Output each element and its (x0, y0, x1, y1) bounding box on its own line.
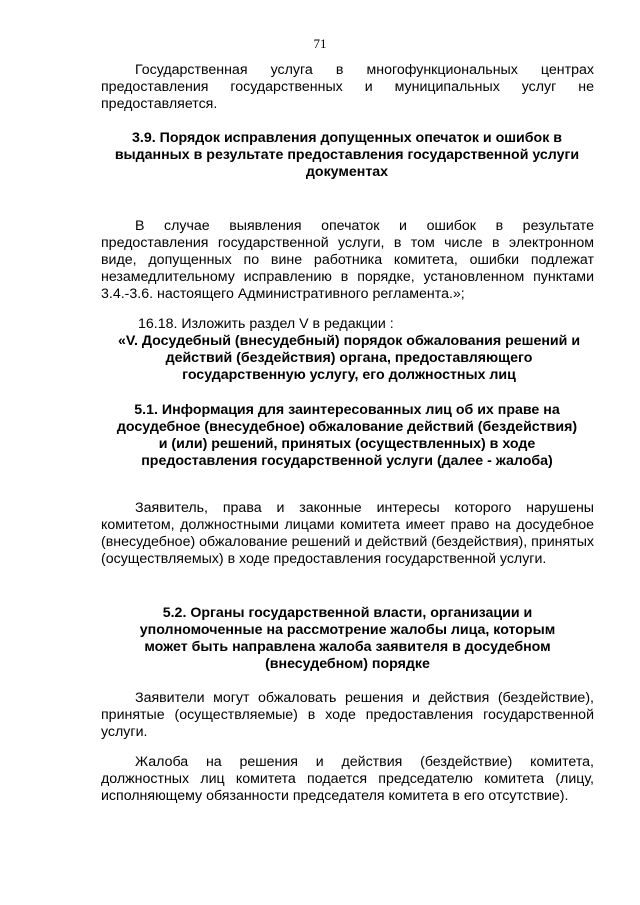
heading-section-v: «V. Досудебный (внесудебный) порядок обжалования решений и действий (бездействия) органа, предоставляющего государственную услугу, его должностных лиц (117, 333, 581, 383)
heading-5-2: 5.2. Органы государственной власти, организации и уполномоченные на рассмотрение жалобы лица, которым может быть направлена жалоба заявителя в досудебном (внесудебном) порядке (139, 605, 556, 672)
heading-3-9: 3.9. Порядок исправления допущенных опечаток и ошибок в выданных в результате предоставления государственной услуги документах (114, 130, 580, 180)
paragraph-3-9: В случае выявления опечаток и ошибок в результате предоставления государственной услуги, в том числе в электронном виде, допущенных по вине работника комитета, ошибки подлежат незамедлительному исправлению в порядке, установленном пунктами 3.4.-3.6. настоящего Административного регламента.»; (101, 218, 594, 302)
paragraph-5-2b: Жалоба на решения и действия (бездействие) комитета, должностных лиц комитета подается председателю комитета (лицу, исполняющему обязанности председателя комитета в его отсутствие). (101, 754, 594, 804)
item-16-18: 16.18. Изложить раздел V в редакции : (138, 316, 394, 332)
paragraph-5-1: Заявитель, права и законные интересы которого нарушены комитетом, должностными лицами комитета имеет право на досудебное (внесудебное) обжалование решений и действий (бездействия), принятых (осуществляемых) в ходе предоставления государственной услуги. (101, 500, 594, 567)
page-number: 71 (313, 36, 327, 51)
heading-5-1: 5.1. Информация для заинтересованных лиц об их праве на досудебное (внесудебное) обжалование действий (бездействия) и (или) решений, принятых (осуществленных) в ходе предоставления государственной услуги (далее - жалоба) (116, 402, 578, 469)
paragraph-5-2a: Заявители могут обжаловать решения и действия (бездействие), принятые (осуществляемые) в ходе предоставления государственной услуги. (101, 690, 594, 740)
intro-paragraph: Государственная услуга в многофункциональных центрах предоставления государственных и муниципальных услуг не предоставляется. (101, 62, 594, 112)
